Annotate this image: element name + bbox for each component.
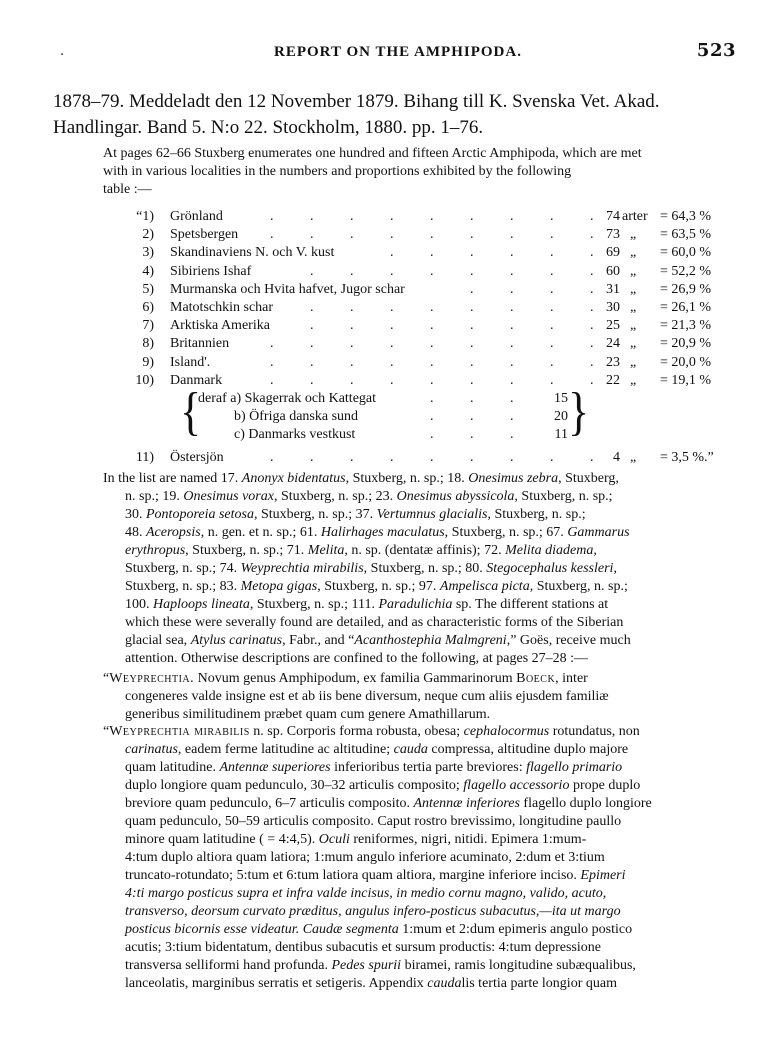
description-line: quam latitudine. Antennæ superiores inferioribus tertia parte breviores: flagello primario	[125, 760, 623, 775]
leader-dot: .	[350, 449, 354, 465]
row-percent: = 26,1 %	[660, 300, 712, 315]
leader-dot: .	[350, 318, 354, 334]
row-count: 60	[606, 263, 620, 279]
leader-dot: .	[430, 318, 434, 334]
row-name: Britannien	[170, 336, 230, 352]
row-count: 74	[606, 209, 620, 224]
leader-dot: .	[470, 427, 474, 443]
leader-dot: .	[470, 263, 474, 279]
row-percent: = 20,0 %	[660, 354, 712, 370]
leader-dot: .	[350, 354, 354, 370]
species-paragraph-line: erythropus, Stuxberg, n. sp.; 71. Melita, n. sp. (dentatæ affinis); 72. Melita diadema,	[125, 543, 597, 558]
leader-dot: .	[310, 209, 314, 224]
leader-dot: .	[430, 336, 434, 352]
species-paragraph-line: glacial sea, Atylus carinatus, Fabr., and “Acanthostephia Malmgreni,” Goës, receive much	[125, 633, 631, 648]
description-line: 4:ti margo posticus supra et infra valde incisus, in medio cornu magno, valido, acuto,	[125, 886, 607, 901]
row-number: 3)	[142, 245, 154, 261]
leader-dot: .	[270, 372, 274, 388]
leader-dot: .	[430, 227, 434, 243]
leader-dot: .	[590, 281, 594, 297]
table-row	[0, 373, 776, 391]
leader-dot: .	[550, 318, 554, 334]
leader-dot: .	[390, 336, 394, 352]
description-line: transversa selliformi hand profunda. Pedes spurii biramei, ramis longitudine subæqualibus,	[125, 958, 636, 973]
row-percent: = 26,9 %	[660, 281, 712, 297]
sub-row	[0, 391, 776, 409]
intro-paragraph	[103, 145, 731, 199]
leader-dot: .	[470, 391, 474, 406]
row-number: 7)	[142, 318, 154, 334]
leader-dot: .	[510, 391, 514, 406]
table-row	[0, 450, 776, 468]
species-paragraph-line: 30. Pontoporeia setosa, Stuxberg, n. sp.; 37. Vertumnus glacialis, Stuxberg, n. sp.;	[125, 507, 586, 522]
leader-dot: .	[550, 372, 554, 388]
leader-dot: .	[590, 354, 594, 370]
species-paragraph-line: attention. Otherwise descriptions are confined to the following, at pages 27–28 :—	[125, 651, 589, 666]
leader-dot: .	[430, 263, 434, 279]
row-count: 30	[606, 300, 620, 315]
leader-dot: .	[430, 354, 434, 370]
leader-dot: .	[310, 263, 314, 279]
leader-dot: .	[550, 245, 554, 261]
species-paragraph-line: n. sp.; 19. Onesimus vorax, Stuxberg, n. sp.; 23. Onesimus abyssicola, Stuxberg, n. sp.;	[125, 489, 613, 504]
leader-dot: .	[310, 354, 314, 370]
leader-dot: .	[470, 449, 474, 465]
leader-dot: .	[590, 318, 594, 334]
leader-dot: .	[270, 449, 274, 465]
table-row	[0, 318, 776, 336]
leader-dot: .	[510, 263, 514, 279]
table-row	[0, 264, 776, 282]
leader-dot: .	[350, 336, 354, 352]
row-unit: „	[630, 263, 637, 279]
leader-dot: .	[270, 227, 274, 243]
leader-dot: .	[350, 227, 354, 243]
leader-dot: .	[270, 209, 274, 224]
description-line: duplo longiore quam pedunculo, 30–32 articulis composito; flagello accessorio prope duplo	[125, 778, 641, 793]
leader-dot: .	[510, 427, 514, 443]
row-count: 24	[606, 336, 620, 352]
intro-line: table :—	[103, 182, 152, 197]
table-row	[0, 355, 776, 373]
leader-dot: .	[590, 227, 594, 243]
species-paragraph-line: Stuxberg, n. sp.; 83. Metopa gigas, Stuxberg, n. sp.; 97. Ampelisca picta, Stuxberg, n. sp.;	[125, 579, 628, 594]
species-paragraph-line: 100. Haploops lineata, Stuxberg, n. sp.; 111. Paradulichia sp. The different stations at	[125, 597, 609, 612]
leader-dot: .	[350, 372, 354, 388]
species-paragraph-line: In the list are named 17. Anonyx bidentatus, Stuxberg, n. sp.; 18. Onesimus zebra, Stuxberg,	[103, 471, 619, 486]
leader-dot: .	[510, 372, 514, 388]
leader-dot: .	[510, 227, 514, 243]
leader-dot: .	[390, 300, 394, 315]
sub-row	[0, 409, 776, 427]
leader-dot: .	[470, 227, 474, 243]
row-name: Spetsbergen	[170, 227, 239, 243]
genus-paragraph-line: congeneres valde insigne est et ab iis bene diversum, neque cum aliis ejusdem familiæ	[125, 689, 609, 704]
row-unit: arter	[622, 209, 648, 224]
row-count: 31	[606, 281, 620, 297]
row-percent: = 19,1 %	[660, 372, 712, 388]
row-percent: = 21,3 %	[660, 318, 712, 334]
leader-dot: .	[390, 209, 394, 224]
row-percent: = 3,5 %.”	[660, 449, 714, 465]
row-number: 2)	[142, 227, 154, 243]
description-line: posticus bicornis esse videatur. Caudæ segmenta 1:mum et 2:dum epimeris angulo postico	[125, 922, 633, 937]
leader-dot: .	[510, 209, 514, 224]
leader-dot: .	[510, 449, 514, 465]
row-unit: „	[630, 336, 637, 352]
leader-dot: .	[430, 209, 434, 224]
leader-dot: .	[310, 449, 314, 465]
row-unit: „	[630, 449, 637, 465]
table-row	[0, 282, 776, 300]
leader-dot: .	[430, 427, 434, 443]
row-percent: = 64,3 %	[660, 209, 712, 224]
row-name: Matotschkin schar	[170, 300, 274, 315]
genus-paragraph-line: “Weyprechtia. Novum genus Amphipodum, ex familia Gammarinorum Boeck, inter	[103, 671, 588, 686]
sub-row-count: 15	[554, 391, 568, 406]
row-number: 9)	[142, 354, 154, 370]
row-count: 25	[606, 318, 620, 334]
leader-dot: .	[510, 409, 514, 425]
description-line: carinatus, eadem ferme latitudine ac altitudine; cauda compressa, altitudine duplo majore	[125, 742, 629, 757]
leader-dot: .	[470, 372, 474, 388]
species-paragraph-line: Stuxberg, n. sp.; 74. Weyprechtia mirabilis, Stuxberg, n. sp.; 80. Stegocephalus kessleri,	[125, 561, 617, 576]
leader-dot: .	[470, 409, 474, 425]
table-row	[0, 336, 776, 354]
leader-dot: .	[510, 245, 514, 261]
leader-dot: .	[390, 354, 394, 370]
species-paragraph-line: which these were severally found are detailed, and as characteristic forms of the Siberian	[125, 615, 624, 630]
leader-dot: .	[430, 391, 434, 406]
row-name: Danmark	[170, 372, 223, 388]
row-number: 6)	[142, 300, 154, 315]
leader-dot: .	[310, 372, 314, 388]
leader-dot: .	[470, 354, 474, 370]
leader-dot: .	[510, 281, 514, 297]
table-row	[0, 209, 776, 227]
leader-dot: .	[550, 300, 554, 315]
sub-row	[0, 427, 776, 445]
sub-row-name: c) Danmarks vestkust	[234, 427, 356, 443]
row-count: 69	[606, 245, 620, 261]
leader-dot: .	[550, 449, 554, 465]
sub-row-count: 20	[554, 409, 568, 425]
leader-dot: .	[590, 449, 594, 465]
leader-dot: .	[430, 449, 434, 465]
intro-line: At pages 62–66 Stuxberg enumerates one hundred and fifteen Arctic Amphipoda, which are met	[103, 146, 642, 161]
leader-dot: .	[550, 281, 554, 297]
row-name: Arktiska Amerika	[170, 318, 270, 334]
leader-dot: .	[550, 227, 554, 243]
citation-line-1: 1878–79. Meddeladt den 12 November 1879. Bihang till K. Svenska Vet. Akad.	[53, 91, 660, 112]
leader-dot: .	[310, 300, 314, 315]
leader-dot: .	[430, 245, 434, 261]
row-name: Sibiriens Ishaf	[170, 263, 252, 279]
leader-dot: .	[550, 336, 554, 352]
leader-dot: .	[270, 354, 274, 370]
leader-dot: .	[270, 336, 274, 352]
row-unit: „	[630, 245, 637, 261]
leader-dot: .	[390, 372, 394, 388]
genus-paragraph	[103, 670, 731, 724]
table-row	[0, 227, 776, 245]
sub-row-name: deraf a) Skagerrak och Kattegat	[198, 391, 377, 406]
description-line: quam pedunculo, 50–59 articulis composito. Caput rostro brevissimo, longitudine paullo	[125, 814, 622, 829]
row-unit: „	[630, 227, 637, 243]
running-header	[60, 40, 736, 64]
row-percent: = 60,0 %	[660, 245, 712, 261]
leader-dot: .	[590, 209, 594, 224]
leader-dot: .	[390, 318, 394, 334]
row-number: 5)	[142, 281, 154, 297]
description-line: lanceolatis, marginibus serratis et setigeris. Appendix caudalis tertia parte longior quam	[125, 976, 617, 991]
table-row	[0, 245, 776, 263]
leader-dot: .	[470, 300, 474, 315]
row-number: 10)	[135, 372, 154, 388]
description-line: “Weyprechtia mirabilis n. sp. Corporis forma robusta, obesa; cephalocormus rotundatus, non	[103, 724, 640, 739]
leader-dot: .	[350, 209, 354, 224]
leader-dot: .	[350, 263, 354, 279]
leader-dot: .	[550, 354, 554, 370]
row-number: 11)	[135, 449, 154, 465]
header-title: REPORT ON THE AMPHIPODA.	[274, 44, 522, 60]
intro-line: with in various localities in the numbers and proportions exhibited by the following	[103, 164, 572, 179]
species-description-paragraph	[103, 723, 731, 993]
row-number: 8)	[142, 336, 154, 352]
citation-line-2: Handlingar. Band 5. N:o 22. Stockholm, 1880. pp. 1–76.	[53, 117, 484, 138]
description-line: 4:tum duplo altiora quam latiora; 1:mum angulo inferiore acuminato, 2:dum et 3:tium	[125, 850, 605, 865]
leader-dot: .	[390, 245, 394, 261]
leader-dot: .	[550, 263, 554, 279]
description-line: acutis; 3:tium bidentatum, dentibus subacutis et sursum productis: 4:tum depressione	[125, 940, 601, 955]
row-name: Grönland	[170, 209, 223, 224]
leader-dot: .	[430, 372, 434, 388]
leader-dot: .	[310, 336, 314, 352]
leader-dot: .	[590, 263, 594, 279]
sub-row-name: b) Öfriga danska sund	[234, 409, 359, 425]
leader-dot: .	[390, 449, 394, 465]
row-name: Island'.	[170, 354, 211, 370]
row-unit: „	[630, 281, 637, 297]
row-number: “1)	[136, 209, 154, 224]
leader-dot: .	[510, 300, 514, 315]
row-unit: „	[630, 318, 637, 334]
row-name: Östersjön	[170, 449, 224, 465]
species-paragraph-line: 48. Aceropsis, n. gen. et n. sp.; 61. Halirhages maculatus, Stuxberg, n. sp.; 67. Gammarus	[125, 525, 630, 540]
header-dot: .	[60, 44, 65, 59]
description-line: minore quam latitudine ( = 4:4,5). Oculi reniformes, nigri, nitidi. Epimera 1:mum-	[125, 832, 587, 847]
row-count: 22	[606, 372, 620, 388]
leader-dot: .	[470, 281, 474, 297]
leader-dot: .	[430, 409, 434, 425]
left-brace: {	[180, 382, 202, 441]
row-percent: = 63,5 %	[660, 227, 712, 243]
row-count: 23	[606, 354, 620, 370]
sub-row-count: 11	[554, 427, 568, 443]
row-percent: = 52,2 %	[660, 263, 712, 279]
row-name: Murmanska och Hvita hafvet, Jugor schar	[170, 281, 405, 297]
description-line: truncato-rotundato; 5:tum et 6:tum latiora quam altiora, margine inferiore inciso. Epimeri	[125, 868, 626, 883]
leader-dot: .	[310, 318, 314, 334]
leader-dot: .	[510, 336, 514, 352]
leader-dot: .	[470, 245, 474, 261]
leader-dot: .	[390, 227, 394, 243]
row-unit: „	[630, 300, 637, 315]
leader-dot: .	[510, 318, 514, 334]
description-line: breviore quam pedunculo, 6–7 articulis composito. Antennæ inferiores flagello duplo longiore	[125, 796, 652, 811]
row-name: Skandinaviens N. och V. kust	[170, 245, 335, 261]
leader-dot: .	[470, 336, 474, 352]
page-number: 523	[696, 40, 736, 61]
row-count: 4	[613, 449, 620, 465]
leader-dot: .	[510, 354, 514, 370]
leader-dot: .	[470, 209, 474, 224]
leader-dot: .	[430, 300, 434, 315]
row-percent: = 20,9 %	[660, 336, 712, 352]
leader-dot: .	[470, 318, 474, 334]
row-count: 73	[606, 227, 620, 243]
leader-dot: .	[550, 209, 554, 224]
leader-dot: .	[590, 245, 594, 261]
leader-dot: .	[350, 300, 354, 315]
species-paragraph	[103, 470, 731, 668]
table-row	[0, 300, 776, 318]
description-line: transverso, deorsum curvato præditus, angulus infero-posticus subacutus,—ita ut margo	[125, 904, 621, 919]
row-number: 4)	[142, 263, 154, 279]
leader-dot: .	[390, 263, 394, 279]
right-brace: }	[568, 382, 590, 441]
leader-dot: .	[590, 300, 594, 315]
row-unit: „	[630, 372, 637, 388]
leader-dot: .	[590, 372, 594, 388]
leader-dot: .	[310, 227, 314, 243]
row-unit: „	[630, 354, 637, 370]
leader-dot: .	[590, 336, 594, 352]
genus-paragraph-line: generibus similitudinem præbet quam cum genere Amathillarum.	[125, 707, 491, 722]
